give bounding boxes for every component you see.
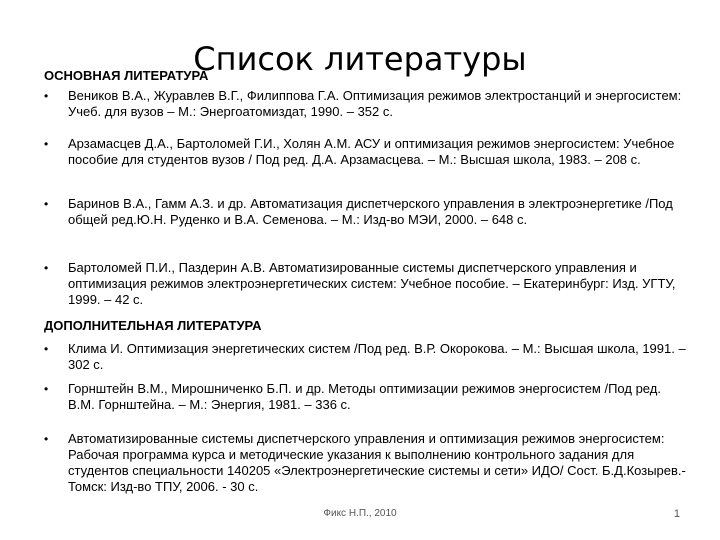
reference-text: Веников В.А., Журавлев В.Г., Филиппова Г.А. Оптимизация режимов электростанций и энергосистем: Учеб. для вузов – М.: Энергоатомиздат, 1990. – 352 с. <box>68 88 682 119</box>
reference-text: Автоматизированные системы диспетчерского управления и оптимизация режимов энергосистем: Рабочая программа курса и методические указания к выполнению контрольного задания для студентов специальности 140205 «Электроэнергетические системы и сети» ИДО/ Сост. Б.Д.Козырев.- Томск: Изд-во ТПУ, 2006. - 30 с. <box>68 431 686 494</box>
bullet-icon: • <box>44 197 49 211</box>
main-literature-heading: ОСНОВНАЯ ЛИТЕРАТУРА <box>44 68 209 83</box>
reference-text: Горнштейн В.М., Мирошниченко Б.П. и др. Методы оптимизации режимов энергосистем /Под ред. В.М. Горнштейна. – М.: Энергия, 1981. – 336 с. <box>68 381 661 412</box>
page-number: 1 <box>673 508 680 520</box>
reference-text: Арзамасцев Д.А., Бартоломей Г.И., Холян А.М. АСУ и оптимизация режимов энергосистем: Учебное пособие для студентов вузов / Под ред. Д.А. Арзамасцева. – М.: Высшая школа, 1983. – 208 с. <box>68 136 675 167</box>
bullet-icon: • <box>44 432 49 446</box>
bullet-icon: • <box>44 261 49 275</box>
bullet-icon: • <box>44 342 49 356</box>
reference-text: Бартоломей П.И., Паздерин А.В. Автоматизированные системы диспетчерского управления и оптимизация режимов электроэнергетических систем: Учебное пособие. – Екатеринбург: Изд. УГТУ, 1999. – 42 с. <box>68 260 676 307</box>
extra-literature-heading: ДОПОЛНИТЕЛЬНАЯ ЛИТЕРАТУРА <box>44 318 262 333</box>
bullet-icon: • <box>44 137 49 151</box>
reference-text: Баринов В.А., Гамм А.З. и др. Автоматизация диспетчерского управления в электроэнергетике /Под общей ред.Ю.Н. Руденко и В.А. Семенова. – М.: Изд-во МЭИ, 2000. – 648 с. <box>68 196 673 227</box>
bullet-icon: • <box>44 382 49 396</box>
footer-text: Фикс Н.П., 2010 <box>323 508 397 519</box>
reference-text: Клима И. Оптимизация энергетических систем /Под ред. В.Р. Окорокова. – М.: Высшая школа, 1991. – 302 с. <box>68 341 686 372</box>
bullet-icon: • <box>44 89 49 103</box>
slide-title: Список литературы <box>193 40 527 79</box>
